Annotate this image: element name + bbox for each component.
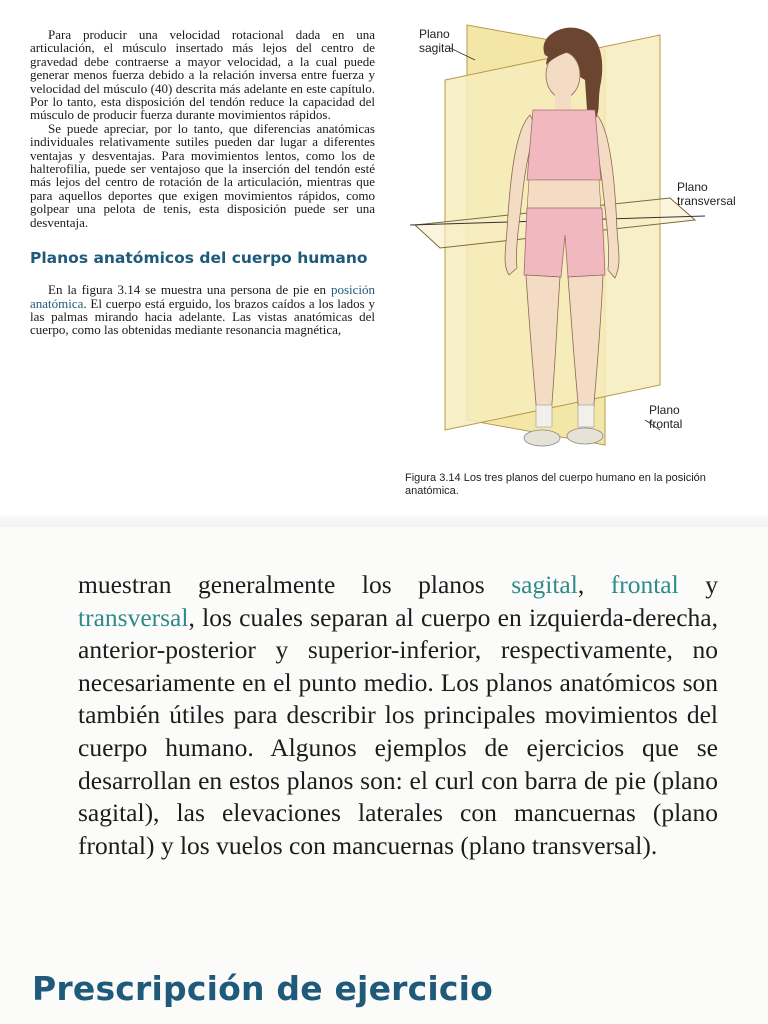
term-transversal: transversal [78,602,189,632]
term-sagital: sagital [511,570,578,599]
scan-divider [0,515,768,527]
caption-text: Los tres planos del cuerpo humano en la posición anatómica. [405,472,706,497]
enlarged-text-1: muestran generalmente los planos [78,570,512,599]
term-frontal: frontal [610,570,679,599]
left-text-column [30,28,375,337]
enlarged-text-2: y [678,570,718,599]
label-plano-transversal: Plano transversal [677,180,736,208]
paragraph-diferencias: Se puede apreciar, por lo tanto, que diferencias anatómicas individuales relativamente sutiles pueden dar lugar a diferentes ventajas y desventajas. Para movimientos lentos, como los de halterofilia, puede ser ventajoso que la inserción del tendón esté más lejos del centro de rotación de la articulación, mientras que para aquellos deportes que exigen movimientos rápidos, como golpear una pelota de tenis, esta disposición puede ser una desventaja. [30,120,375,230]
para3-start: En la figura 3.14 se muestra una persona de pie en [48,282,331,298]
paragraph-figura [30,283,375,337]
enlarged-page-scan [0,527,768,1024]
figure-caption [405,472,740,498]
label-plano-frontal: Plano frontal [649,403,683,431]
label-plano-sagital: Plano sagital [419,27,454,55]
enlarged-text-3: , los cuales separan al cuerpo en izquierda-derecha, anterior-posterior y superior-inferior, respectivamente, no necesariamente en el punto medio. Los planos anatómicos son también útiles para describir los principales movimientos del cuerpo humano. Algunos ejemplos de ejercicios que se desarrollan en estos planos son: el curl con barra de pie (plano sagital), las elevaciones laterales con mancuernas (plano frontal) y los vuelos con mancuernas (plano transversal). [78,602,718,860]
enlarged-comma: , [577,570,611,599]
term-posicion-anatomica: posición anatómica [30,282,375,311]
caption-figure-number: Figura 3.14 [405,472,461,484]
section-heading-planos: Planos anatómicos del cuerpo humano [30,249,368,268]
para3-end: . El cuerpo está erguido, los brazos caídos a los lados y las palmas mirando hacia adelante. Las vistas anatómicas del cuerpo, como las obtenidas mediante resonancia magnética, [30,295,375,338]
heading-prescripcion: Prescripción de ejercicio [32,969,494,1008]
figure-3-14 [405,20,760,510]
paragraph-velocidad: Para producir una velocidad rotacional dada en una articulación, el músculo insertado más lejos del centro de gravedad debe contraerse a mayor velocidad, a la cual puede generar menos fuerza debido a la relación inversa entre fuerza y velocidad del músculo (40) descrita más adelante en este capítulo. Por lo tanto, esta disposición del tendón reduce la capacidad del músculo de producir fuerza durante movimientos rápidos. [30,27,375,123]
anatomical-planes-illustration [405,20,745,460]
enlarged-paragraph [78,569,718,862]
